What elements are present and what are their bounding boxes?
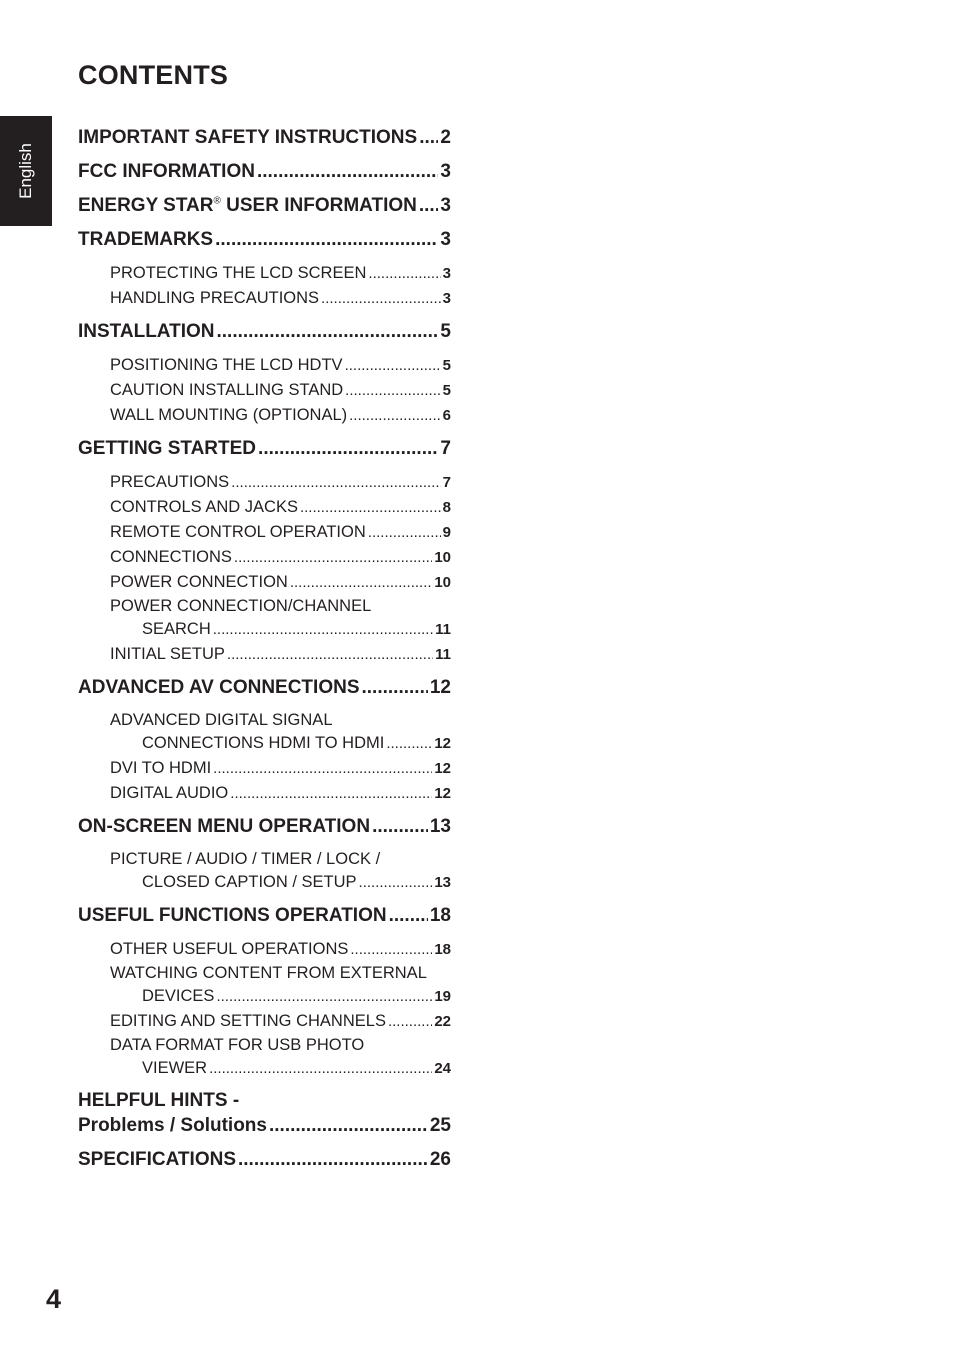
toc-entry-page: 3	[440, 161, 451, 182]
toc-entry-page: 10	[434, 549, 451, 566]
toc-entry-title: FCC INFORMATION	[78, 161, 255, 182]
page-number: 4	[46, 1284, 62, 1314]
dot-leader	[217, 319, 439, 345]
toc-entry-title: ON-SCREEN MENU OPERATION	[78, 816, 371, 837]
toc-entry-page: 12	[434, 760, 451, 777]
toc-entry-watching[interactable]	[78, 962, 451, 1009]
toc-entry-page: 22	[434, 1013, 451, 1030]
toc-entry-dvi[interactable]	[78, 756, 451, 781]
toc-entry-title-line2: Problems / Solutions	[78, 1115, 267, 1136]
table-of-contents	[78, 125, 451, 1181]
dot-leader	[216, 984, 432, 1009]
toc-entry-page: 3	[442, 265, 451, 282]
dot-leader	[359, 870, 433, 895]
toc-entry-page: 18	[434, 941, 451, 958]
toc-entry-specifications[interactable]	[78, 1147, 451, 1181]
language-tab	[0, 116, 52, 226]
toc-entry-page: 2	[440, 127, 451, 148]
toc-entry-advanced-digital[interactable]	[78, 709, 451, 756]
toc-entry-page: 13	[434, 874, 451, 891]
toc-entry-page: 3	[440, 195, 451, 216]
toc-entry-title: REMOTE CONTROL OPERATION	[110, 523, 366, 541]
toc-entry-data-format[interactable]	[78, 1034, 451, 1081]
toc-entry-page: 18	[429, 905, 451, 926]
toc-entry-page: 5	[440, 321, 451, 342]
toc-entry-caution-stand[interactable]	[78, 378, 451, 403]
toc-entry-wall-mounting[interactable]	[78, 403, 451, 428]
toc-entry-title: WALL MOUNTING (OPTIONAL)	[110, 406, 348, 424]
toc-entry-page: 11	[435, 646, 451, 663]
toc-entry-title: PROTECTING THE LCD SCREEN	[110, 264, 367, 282]
toc-entry-title-line2: DEVICES	[142, 987, 215, 1005]
toc-entry-page: 10	[434, 574, 451, 591]
toc-entry-other-useful[interactable]	[78, 937, 451, 962]
toc-entry-title: DVI TO HDMI	[110, 759, 212, 777]
dot-leader	[368, 520, 441, 545]
toc-entry-title	[78, 193, 417, 219]
dot-leader	[386, 731, 432, 756]
dot-leader	[258, 436, 438, 462]
dot-leader	[227, 642, 433, 667]
toc-entry-installation[interactable]	[78, 319, 451, 353]
dot-leader	[419, 193, 439, 219]
dot-leader	[234, 545, 432, 570]
toc-entry-title-line2: SEARCH	[142, 620, 211, 638]
toc-entry-precautions[interactable]	[78, 470, 451, 495]
toc-entry-page: 24	[434, 1060, 451, 1077]
dot-leader	[257, 159, 438, 185]
toc-entry-page: 12	[434, 785, 451, 802]
toc-entry-helpful-hints[interactable]	[78, 1089, 451, 1147]
dot-leader	[300, 495, 441, 520]
dot-leader	[368, 261, 440, 286]
user-information-text: USER INFORMATION	[220, 195, 417, 216]
toc-entry-page: 5	[442, 382, 451, 399]
toc-entry-title-line2: VIEWER	[142, 1059, 208, 1077]
dot-leader	[372, 814, 428, 840]
toc-entry-page: 12	[434, 735, 451, 752]
toc-entry-page: 19	[434, 988, 451, 1005]
toc-entry-title: IMPORTANT SAFETY INSTRUCTIONS	[78, 127, 418, 148]
dot-leader	[349, 403, 441, 428]
toc-entry-title: ADVANCED AV CONNECTIONS	[78, 677, 360, 698]
toc-entry-title: CONNECTIONS	[110, 548, 232, 566]
dot-leader	[419, 125, 438, 151]
toc-entry-page: 25	[429, 1115, 451, 1136]
toc-entry-title: PRECAUTIONS	[110, 473, 230, 491]
toc-entry-positioning[interactable]	[78, 353, 451, 378]
toc-entry-title: TRADEMARKS	[78, 229, 214, 250]
toc-entry-title: SPECIFICATIONS	[78, 1149, 236, 1170]
toc-entry-initial-setup[interactable]	[78, 642, 451, 667]
toc-entry-page: 3	[440, 229, 451, 250]
toc-entry-title: CONTROLS AND JACKS	[110, 498, 298, 516]
toc-entry-page: 8	[442, 499, 451, 516]
toc-entry-page: 6	[442, 407, 451, 424]
dot-leader	[388, 1009, 432, 1034]
toc-entry-trademarks[interactable]	[78, 227, 451, 261]
language-label: English	[16, 143, 35, 199]
toc-entry-title-line1: HELPFUL HINTS -	[78, 1090, 240, 1111]
toc-entry-title: INSTALLATION	[78, 321, 215, 342]
toc-entry-remote[interactable]	[78, 520, 451, 545]
toc-entry-onscreen-menu[interactable]	[78, 814, 451, 848]
dot-leader	[350, 937, 432, 962]
dot-leader	[215, 227, 438, 253]
toc-entry-advanced-av[interactable]	[78, 675, 451, 709]
toc-entry-title: GETTING STARTED	[78, 438, 257, 459]
dot-leader	[231, 470, 440, 495]
toc-entry-title: DIGITAL AUDIO	[110, 784, 229, 802]
toc-entry-title: POWER CONNECTION	[110, 573, 288, 591]
toc-entry-title: OTHER USEFUL OPERATIONS	[110, 940, 349, 958]
dot-leader	[238, 1147, 428, 1173]
toc-entry-title-line2: CONNECTIONS HDMI TO HDMI	[142, 734, 385, 752]
dot-leader	[269, 1113, 428, 1139]
toc-entry-title-line1: ADVANCED DIGITAL SIGNAL	[110, 711, 333, 729]
toc-entry-page: 7	[440, 438, 451, 459]
dot-leader	[230, 781, 432, 806]
dot-leader	[321, 286, 441, 311]
toc-entry-title-line1: DATA FORMAT FOR USB PHOTO	[110, 1036, 365, 1054]
toc-entry-page: 3	[442, 290, 451, 307]
toc-entry-power-channel[interactable]	[78, 595, 451, 642]
dot-leader	[209, 1056, 432, 1081]
toc-entry-title-line1: WATCHING CONTENT FROM EXTERNAL	[110, 964, 427, 982]
toc-entry-title-line1: PICTURE / AUDIO / TIMER / LOCK /	[110, 850, 381, 868]
toc-entry-getting-started[interactable]	[78, 436, 451, 470]
toc-entry-page: 7	[442, 474, 451, 491]
toc-entry-page: 13	[429, 816, 451, 837]
toc-entry-title: HANDLING PRECAUTIONS	[110, 289, 320, 307]
toc-entry-digital-audio[interactable]	[78, 781, 451, 806]
toc-entry-title-line2: CLOSED CAPTION / SETUP	[142, 873, 357, 891]
toc-entry-page: 9	[442, 524, 451, 541]
dot-leader	[345, 378, 440, 403]
toc-entry-editing[interactable]	[78, 1009, 451, 1034]
toc-entry-useful-functions[interactable]	[78, 903, 451, 937]
toc-entry-title: CAUTION INSTALLING STAND	[110, 381, 344, 399]
toc-entry-handling[interactable]	[78, 286, 451, 311]
toc-entry-energy-star[interactable]	[78, 193, 451, 227]
toc-entry-page: 5	[442, 357, 451, 374]
toc-entry-safety[interactable]	[78, 125, 451, 159]
toc-entry-title-line1: POWER CONNECTION/CHANNEL	[110, 597, 372, 615]
toc-entry-connections[interactable]	[78, 545, 451, 570]
toc-entry-title: POSITIONING THE LCD HDTV	[110, 356, 343, 374]
toc-entry-title: INITIAL SETUP	[110, 645, 225, 663]
toc-entry-page: 12	[429, 677, 451, 698]
dot-leader	[213, 617, 433, 642]
dot-leader	[389, 903, 428, 929]
toc-entry-protecting[interactable]	[78, 261, 451, 286]
toc-entry-page: 11	[435, 621, 451, 638]
dot-leader	[213, 756, 432, 781]
toc-entry-controls[interactable]	[78, 495, 451, 520]
toc-entry-page: 26	[429, 1149, 451, 1170]
page-title: CONTENTS	[78, 60, 229, 90]
dot-leader	[345, 353, 441, 378]
registered-mark: ®	[213, 195, 221, 207]
energy-star-text: ENERGY STAR	[78, 195, 214, 216]
toc-entry-fcc[interactable]	[78, 159, 451, 193]
toc-entry-title: USEFUL FUNCTIONS OPERATION	[78, 905, 387, 926]
dot-leader	[362, 675, 428, 701]
toc-entry-picture-audio[interactable]	[78, 848, 451, 895]
toc-entry-power-connection[interactable]	[78, 570, 451, 595]
dot-leader	[290, 570, 432, 595]
toc-entry-title: EDITING AND SETTING CHANNELS	[110, 1012, 386, 1030]
